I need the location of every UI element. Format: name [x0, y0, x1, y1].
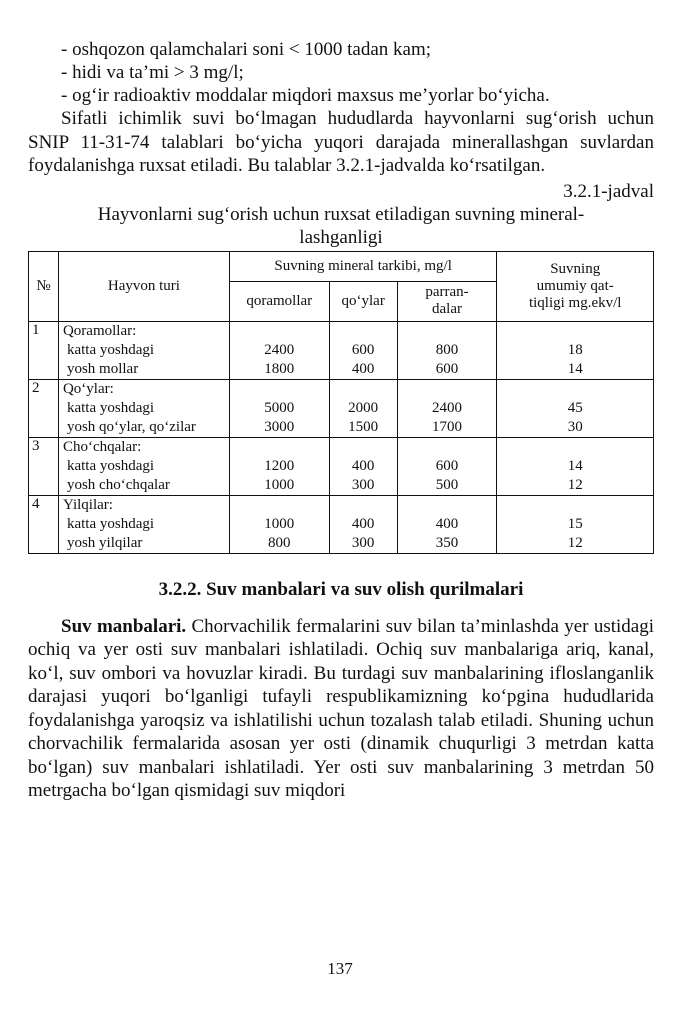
table-row: [29, 321, 654, 379]
group-name: Cho‘chqalar:: [62, 438, 142, 455]
header-hardness-line-3: tiqligi mg.ekv/l: [528, 294, 622, 311]
group-name: Qo‘ylar:: [62, 380, 114, 397]
row-label: yosh cho‘chqalar: [66, 476, 170, 493]
row-label: katta yoshdagi: [66, 457, 155, 474]
bullet-1: - oshqozon qalamchalari soni < 1000 tadan kam;: [61, 39, 432, 60]
header-parrandalar-line-1: parran-: [425, 284, 469, 300]
poultry-values: [397, 495, 497, 553]
cell-value: 300: [351, 476, 375, 493]
page-number: 137: [327, 959, 353, 978]
group-labels: [58, 437, 229, 495]
cell-value: 400: [351, 515, 375, 532]
cell-value: 600: [351, 341, 375, 358]
header-qoylar: qo‘ylar: [329, 281, 397, 321]
cattle-values: [229, 379, 329, 437]
cell-value: 600: [435, 457, 459, 474]
cell-value: 1000: [264, 476, 295, 493]
row-label: katta yoshdagi: [66, 399, 155, 416]
cell-value: 400: [351, 457, 375, 474]
bullet-3: - og‘ir radioaktiv moddalar miqdori maxsus me’yorlar bo‘yicha.: [61, 85, 550, 106]
cell-value: 12: [567, 534, 583, 551]
paragraph-lead: Suv manbalari.: [61, 615, 187, 637]
table-row: [29, 437, 654, 495]
cell-value: 1700: [432, 418, 463, 435]
cell-value: 12: [567, 476, 583, 493]
group-number: 2: [29, 379, 59, 437]
page-content: [28, 38, 654, 803]
poultry-values: [397, 321, 497, 379]
hardness-values: [497, 321, 654, 379]
cell-value: 800: [435, 341, 459, 358]
header-no: №: [29, 251, 59, 321]
cell-value: 400: [435, 515, 459, 532]
mineral-table: [28, 251, 654, 554]
cell-value: 2400: [432, 399, 463, 416]
cell-value: 2000: [348, 399, 379, 416]
cell-value: 800: [268, 534, 291, 551]
row-label: katta yoshdagi: [66, 341, 155, 358]
cattle-values: [229, 495, 329, 553]
section-title: 3.2.2. Suv manbalari va suv olish qurilmalari: [158, 578, 524, 600]
cell-value: 500: [435, 476, 459, 493]
group-name: Yilqilar:: [62, 496, 113, 513]
cell-value: 1000: [264, 515, 295, 532]
cell-value: 300: [351, 534, 375, 551]
table-row: [29, 495, 654, 553]
cell-value: 1800: [264, 360, 295, 377]
table-label: 3.2.1-jadval: [563, 180, 654, 202]
header-animal-type: Hayvon turi: [58, 251, 229, 321]
sheep-values: [329, 437, 397, 495]
row-label: yosh yilqilar: [66, 534, 143, 551]
group-number: 3: [29, 437, 59, 495]
cell-value: 14: [567, 360, 583, 377]
cattle-values: [229, 321, 329, 379]
sheep-values: [329, 379, 397, 437]
paragraph-body: Chorvachilik fermalarini suv bilan ta’minlashda yer ustidagi ochiq va yer osti suv manbalari ishlatiladi. Ochiq suv manbalariga ariq, kanal, ko‘l, suv ombori va hovuzlar kiradi. Bu turdagi suv manbalarining ifloslanganlik darajasi yuqori bo‘lganligi tufayli respublikamizning ko‘pgina hududlarida foydalanishga yaroqsiz va ishlatilishi uchun tozalash talab etiladi. Shuning uchun chorvachilik fermalarida asosan yer osti (dinamik chuqurligi 3 metrdan katta bo‘lgan) suv manbalari ishlatiladi. Yer osti suv manbalarining 3 metrdan 50 metrgacha bo‘lgan qismidagi suv miqdori: [28, 615, 654, 801]
sheep-values: [329, 321, 397, 379]
body-paragraph: [28, 615, 654, 803]
intro-paragraph: Sifatli ichimlik suvi bo‘lmagan hududlarda hayvonlarni sug‘orish uchun SNIP 11-31-74 talablari bo‘yicha yuqori darajada minerallashgan suvlardan foydalanishga ruxsat etiladi. Bu talablar 3.2.1-jadvalda ko‘rsatilgan.: [28, 108, 654, 176]
hardness-values: [497, 437, 654, 495]
hardness-values: [497, 379, 654, 437]
hardness-values: [497, 495, 654, 553]
header-mineral-group: Suvning mineral tarkibi, mg/l: [229, 251, 497, 281]
cell-value: 45: [567, 399, 583, 416]
table-row: [29, 379, 654, 437]
sheep-values: [329, 495, 397, 553]
table-caption-line-2: lashganligi: [299, 226, 383, 248]
cell-value: 18: [567, 341, 583, 358]
poultry-values: [397, 379, 497, 437]
bullet-2: - hidi va ta’mi > 3 mg/l;: [61, 62, 244, 83]
group-labels: [58, 495, 229, 553]
cell-value: 1500: [348, 418, 379, 435]
cell-value: 350: [435, 534, 459, 551]
cell-value: 400: [351, 360, 375, 377]
header-parrandalar: [397, 281, 497, 321]
table-caption-line-1: Hayvonlarni sug‘orish uchun ruxsat etiladigan suvning mineral-: [97, 203, 585, 225]
header-hardness: [497, 251, 654, 321]
row-label: yosh qo‘ylar, qo‘zilar: [66, 418, 196, 435]
cell-value: 5000: [264, 399, 295, 416]
header-hardness-line-1: Suvning: [550, 260, 601, 277]
cell-value: 600: [435, 360, 459, 377]
cell-value: 30: [567, 418, 583, 435]
cell-value: 15: [567, 515, 583, 532]
cell-value: 2400: [264, 341, 295, 358]
group-number: 4: [29, 495, 59, 553]
group-labels: [58, 379, 229, 437]
cell-value: 1200: [264, 457, 295, 474]
header-hardness-line-2: umumiy qat-: [536, 277, 614, 294]
group-labels: [58, 321, 229, 379]
header-parrandalar-line-2: dalar: [432, 301, 462, 317]
row-label: katta yoshdagi: [66, 515, 155, 532]
group-number: 1: [29, 321, 59, 379]
poultry-values: [397, 437, 497, 495]
cell-value: 3000: [264, 418, 295, 435]
row-label: yosh mollar: [66, 360, 139, 377]
cattle-values: [229, 437, 329, 495]
header-qoramollar: qoramollar: [229, 281, 329, 321]
group-name: Qoramollar:: [62, 322, 137, 339]
cell-value: 14: [567, 457, 583, 474]
